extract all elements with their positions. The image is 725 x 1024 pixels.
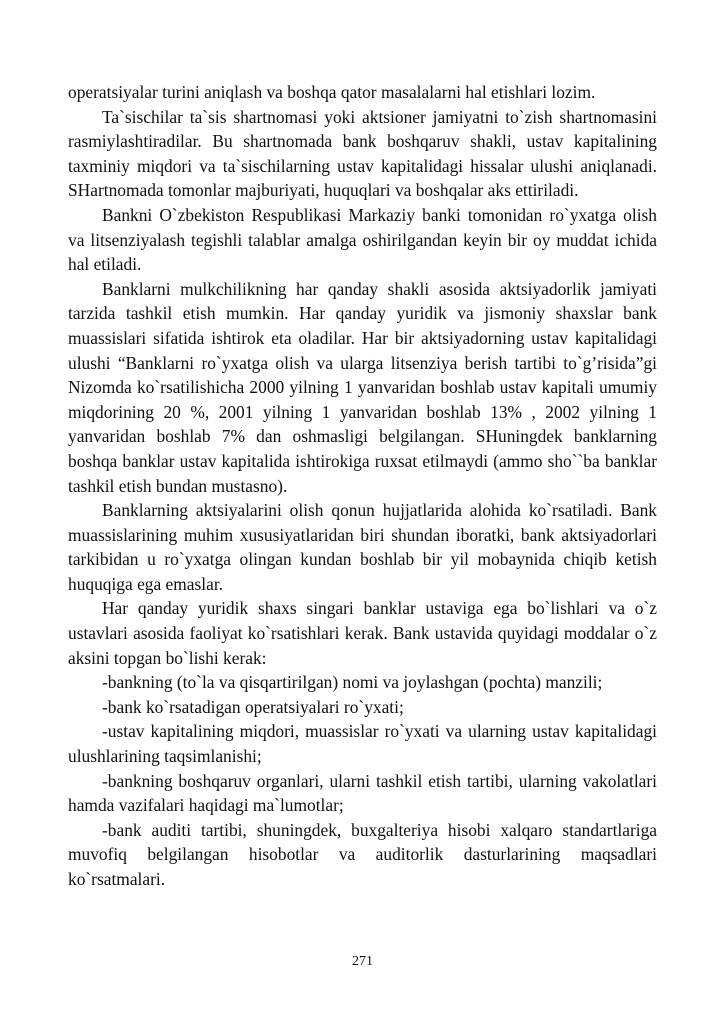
list-item-audit: -bank auditi tartibi, shuningdek, buxgalteriya hisobi xalqaro standartlariga muvofiq belgilangan hisobotlar va auditorlik dasturlarining maqsadlari ko`rsatmalari.	[68, 819, 657, 889]
paragraph-charter: Har qanday yuridik shaxs singari banklar ustaviga ega bo`lishlari va o`z ustavlari asosida faoliyat ko`rsatishlari kerak. Bank ustavida quyidagi moddalar o`z aksini topgan bo`lishi kerak:	[68, 598, 657, 668]
list-item-capital: -ustav kapitalining miqdori, muassislar ro`yxati va ularning ustav kapitalidagi ulushlarining taqsimlanishi;	[68, 721, 657, 767]
list-item-governance: -bankning boshqaruv organlari, ularni tashkil etish tartibi, ularning vakolatlari hamda vazifalari haqidagi ma`lumotlar;	[68, 770, 657, 816]
paragraph-registration: Bankni O`zbekiston Respublikasi Markaziy banki tomonidan ro`yxatga olish va litsenziyalash tegishli talablar amalga oshirilgandan keyin bir oy muddat ichida hal etiladi.	[68, 204, 657, 275]
page-body	[68, 80, 657, 892]
paragraph-shares: Banklarning aktsiyalarini olish qonun hujjatlarida alohida ko`rsatiladi. Bank muassislarining muhim xususiyatlaridan biri shundan iboratki, bank aktsiyadorlari tarkibidan u ro`yxatga olingan kundan boshlab bir yil mobaynida chiqib ketish huquqiga ega emaslar.	[68, 500, 657, 594]
paragraph-founders-agreement: Ta`sischilar ta`sis shartnomasi yoki aktsioner jamiyatni to`zish shartnomasini rasmiylashtiradilar. Bu shartnomada bank boshqaruv shakli, ustav kapitalining taxminiy miqdori va ta`sischilarning ustav kapitalidagi hissalar ulushi aniqlanadi. SHartnomada tomonlar majburiyati, huquqlari va boshqalar aks ettiriladi.	[68, 106, 657, 201]
page-number: 271	[352, 954, 373, 969]
paragraph-ownership: Banklarni mulkchilikning har qanday shakli asosida aktsiyadorlik jamiyati tarzida tashkil etish mumkin. Har qanday yuridik va jismoniy shaxslar bank muassislari sifatida ishtirok eta oladilar. Har bir aktsiyadorning ustav kapitalidagi ulushi “Banklarni ro`yxatga olish va ularga litsenziya berish tartibi to`g’risida”gi Nizomda ko`rsatilishicha 2000 yilning 1 yanvaridan boshlab ustav kapitali umumiy miqdorining 20 %, 2001 yilning 1 yanvaridan boshlab 13% , 2002 yilning 1 yanvaridan boshlab 7% dan oshmasligi belgilangan. SHuningdek banklarning boshqa banklar ustav kapitalida ishtirokiga ruxsat etilmaydi (ammo sho``ba banklar tashkil etish bundan mustasno).	[68, 278, 657, 496]
list-item-operations: -bank ko`rsatadigan operatsiyalari ro`yxati;	[102, 696, 404, 717]
paragraph-continuation: operatsiyalar turini aniqlash va boshqa qator masalalarni hal etishlari lozim.	[68, 82, 596, 102]
list-item-name-address: -bankning (to`la va qisqartirilgan) nomi va joylashgan (pochta) manzili;	[102, 672, 603, 693]
